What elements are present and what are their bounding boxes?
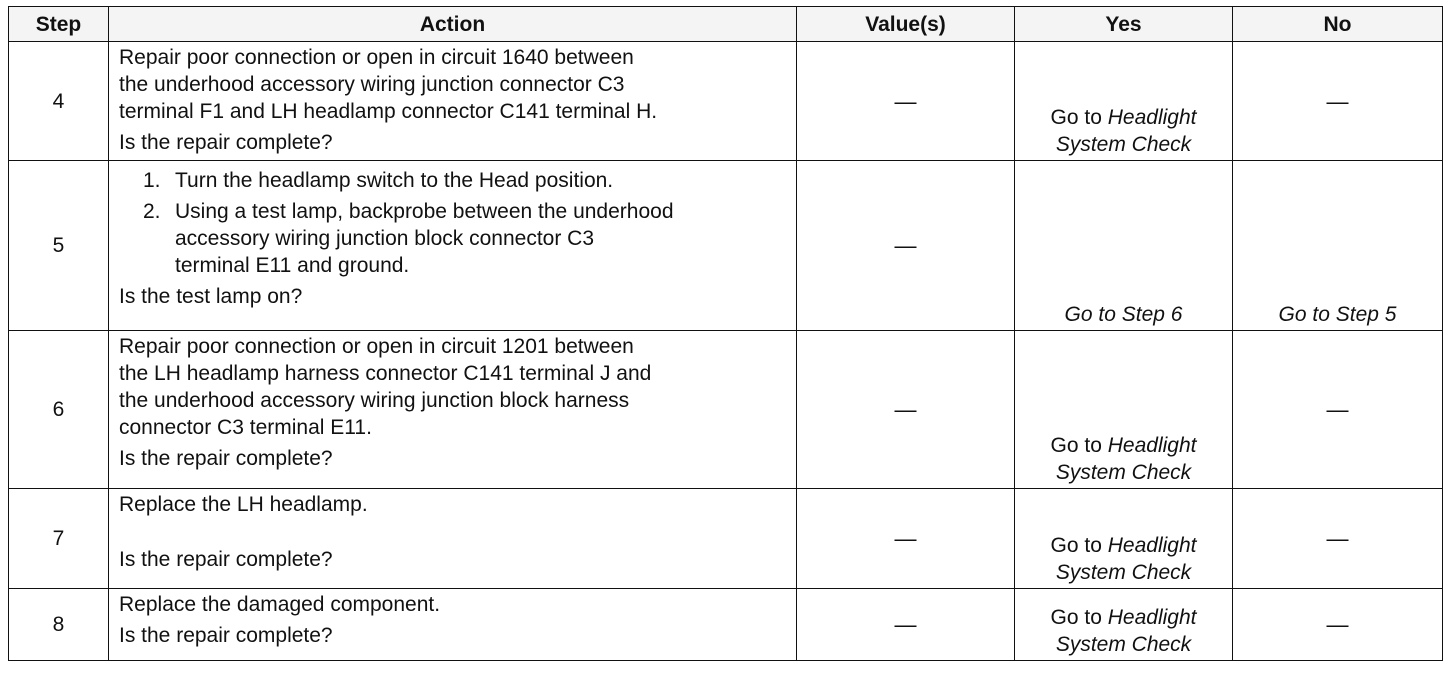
header-action: Action	[109, 7, 797, 42]
action-steps-list	[119, 167, 788, 279]
yes-link-system-check[interactable]: System Check	[1055, 633, 1192, 656]
list-item	[119, 198, 788, 279]
action-cell	[109, 489, 797, 589]
table-row-step-8	[9, 589, 1443, 661]
action-question: Is the test lamp on?	[119, 285, 303, 308]
yes-link-headlight[interactable]: Headlight	[1107, 106, 1197, 129]
yes-cell	[1015, 42, 1233, 161]
yes-link-headlight[interactable]: Headlight	[1107, 606, 1197, 629]
yes-prefix: Go to	[1050, 606, 1102, 629]
step-number: 6	[9, 331, 109, 489]
list-item-text: terminal E11 and ground.	[175, 254, 410, 277]
header-step: Step	[9, 7, 109, 42]
list-item-text: Turn the headlamp switch to the Head position.	[175, 169, 614, 192]
yes-prefix: Go to	[1050, 534, 1102, 557]
action-line: the LH headlamp harness connector C141 terminal J and	[119, 362, 652, 385]
action-line: terminal F1 and LH headlamp connector C141 terminal H.	[119, 100, 658, 123]
action-line: Replace the LH headlamp.	[119, 493, 368, 516]
yes-link-headlight[interactable]: Headlight	[1107, 534, 1197, 557]
action-question: Is the repair complete?	[119, 131, 333, 154]
yes-cell	[1015, 161, 1233, 331]
action-cell	[109, 331, 797, 489]
step-number: 5	[9, 161, 109, 331]
header-values: Value(s)	[797, 7, 1015, 42]
action-text	[119, 491, 788, 518]
table-row-step-5	[9, 161, 1443, 331]
action-line: the underhood accessory wiring junction block harness	[119, 389, 630, 412]
table-row-step-6	[9, 331, 1443, 489]
step-number: 7	[9, 489, 109, 589]
yes-cell	[1015, 489, 1233, 589]
action-question: Is the repair complete?	[119, 548, 333, 571]
no-cell: —	[1233, 331, 1443, 489]
action-line: Repair poor connection or open in circuit 1201 between	[119, 335, 634, 358]
no-cell: —	[1233, 489, 1443, 589]
action-text	[119, 333, 788, 441]
action-line: Replace the damaged component.	[119, 593, 441, 616]
action-question: Is the repair complete?	[119, 624, 333, 647]
header-no: No	[1233, 7, 1443, 42]
action-cell	[109, 161, 797, 331]
action-cell	[109, 589, 797, 661]
yes-prefix: Go to	[1050, 434, 1102, 457]
header-row	[9, 7, 1443, 42]
action-cell	[109, 42, 797, 161]
yes-cell	[1015, 331, 1233, 489]
list-item-text: Using a test lamp, backprobe between the underhood	[175, 200, 674, 223]
action-question: Is the repair complete?	[119, 447, 333, 470]
yes-link-system-check[interactable]: System Check	[1055, 461, 1192, 484]
diagnostic-table	[8, 6, 1443, 661]
value-cell: —	[797, 489, 1015, 589]
action-text	[119, 44, 788, 125]
value-cell: —	[797, 589, 1015, 661]
header-yes: Yes	[1015, 7, 1233, 42]
action-line: Repair poor connection or open in circuit 1640 between	[119, 46, 634, 69]
table-row-step-4	[9, 42, 1443, 161]
action-text	[119, 591, 788, 618]
list-item	[119, 167, 788, 194]
action-line: connector C3 terminal E11.	[119, 416, 372, 439]
yes-prefix: Go to	[1050, 106, 1102, 129]
yes-link-go-to-step[interactable]: Go to Step 6	[1064, 303, 1183, 326]
yes-link-headlight[interactable]: Headlight	[1107, 434, 1197, 457]
step-number: 4	[9, 42, 109, 161]
value-cell: —	[797, 161, 1015, 331]
yes-link-system-check[interactable]: System Check	[1055, 561, 1192, 584]
step-number: 8	[9, 589, 109, 661]
list-item-number: 1.	[143, 169, 161, 192]
value-cell: —	[797, 331, 1015, 489]
list-item-number: 2.	[143, 200, 161, 223]
list-item-text: accessory wiring junction block connector C3	[175, 227, 595, 250]
value-cell: —	[797, 42, 1015, 161]
yes-cell	[1015, 589, 1233, 661]
no-cell	[1233, 161, 1443, 331]
table-row-step-7	[9, 489, 1443, 589]
no-cell: —	[1233, 589, 1443, 661]
no-cell: —	[1233, 42, 1443, 161]
action-line: the underhood accessory wiring junction connector C3	[119, 73, 625, 96]
no-link-go-to-step[interactable]: Go to Step 5	[1278, 303, 1397, 326]
yes-link-system-check[interactable]: System Check	[1055, 133, 1192, 156]
